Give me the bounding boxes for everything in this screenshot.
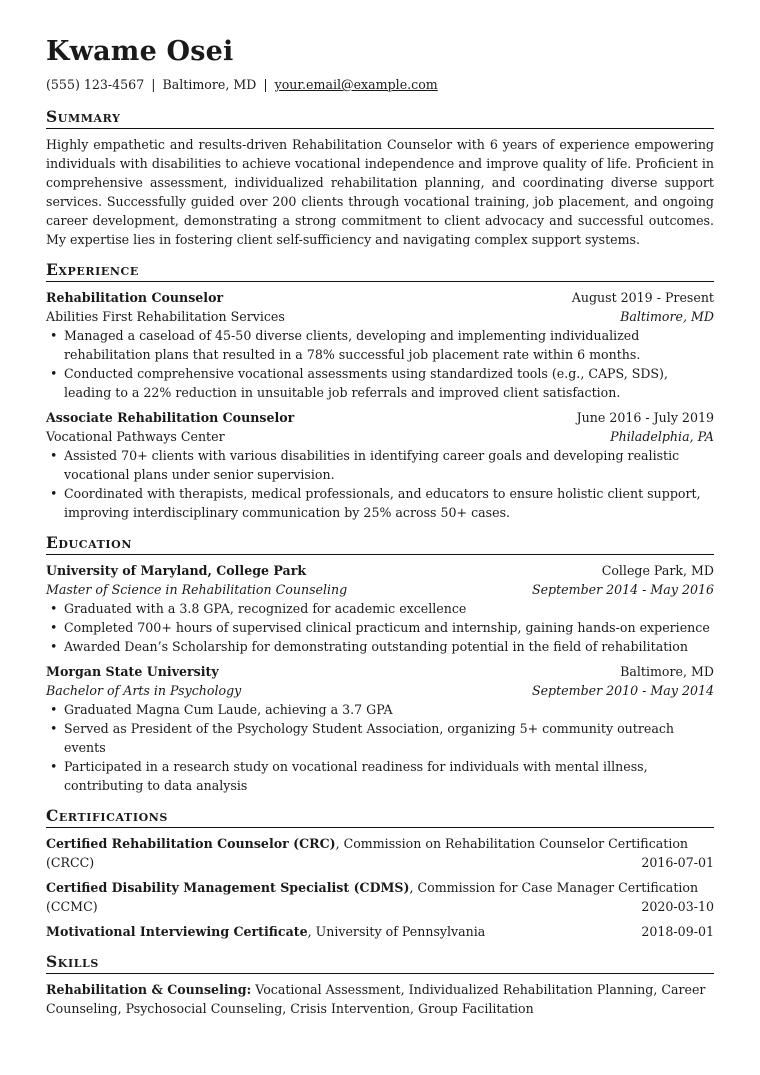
school-location: Baltimore, MD (620, 664, 714, 679)
section-title-certifications: Certifications (46, 807, 714, 828)
certification-name: Certified Disability Management Specialist (CDMS) (46, 880, 410, 895)
certification-entry (46, 878, 714, 916)
certification-date: 2016-07-01 (641, 855, 714, 870)
contact-separator: | (151, 77, 156, 92)
certification-date: 2018-09-01 (641, 924, 714, 939)
section-title-summary: Summary (46, 108, 714, 129)
skills-category: Rehabilitation & Counseling: (46, 982, 252, 997)
skills-line (46, 980, 714, 1018)
phone-number: (555) 123-4567 (46, 77, 145, 92)
certification-issuer-abbrev: (CCMC) (46, 899, 98, 914)
summary-text: Highly empathetic and results-driven Rehabilitation Counselor with 6 years of experience empowering individuals with disabilities to achieve vocational independence and improve quality of life. Proficient in comprehensive assessment, individualized rehabilitation planning, and coordinating diverse support services. Successfully guided over 200 clients through vocational training, job placement, and ongoing career development, demonstrating a strong commitment to client advocacy and successful outcomes. My expertise lies in fostering client self-sufficiency and navigating complex support systems. (46, 137, 714, 247)
bullet-item: • Assisted 70+ clients with various disabilities in identifying career goals and developing realistic vocational plans under senior supervision. (46, 446, 714, 484)
certification-date: 2020-03-10 (641, 899, 714, 914)
bullet-item: • Coordinated with therapists, medical professionals, and educators to ensure holistic client support, improving interdisciplinary communication by 25% across 50+ cases. (46, 484, 714, 522)
bullet-item: • Awarded Dean’s Scholarship for demonstrating outstanding potential in the field of rehabilitation (46, 637, 714, 656)
job-entry (46, 288, 714, 402)
certification-issuer: , Commission for Case Manager Certification (409, 880, 699, 895)
education-dates: September 2010 - May 2014 (531, 683, 714, 698)
email-link[interactable]: your.email@example.com (274, 77, 438, 92)
job-location: Baltimore, MD (620, 309, 714, 324)
certification-issuer-abbrev: (CRCC) (46, 855, 95, 870)
school-location: College Park, MD (601, 563, 714, 578)
bullet-item: • Completed 700+ hours of supervised clinical practicum and internship, gaining hands-on experience (46, 618, 714, 637)
education-dates: September 2014 - May 2016 (531, 582, 714, 597)
location: Baltimore, MD (162, 77, 257, 92)
company-name: Abilities First Rehabilitation Services (46, 309, 285, 324)
bullet-item: • Managed a caseload of 45-50 diverse clients, developing and implementing individualized rehabilitation plans that resulted in a 78% successful job placement rate within 6 months. (46, 326, 714, 364)
school-name: Morgan State University (46, 664, 219, 679)
skills-list: Vocational Assessment, Individualized Rehabilitation Planning, Career Counseling, Psychosocial Counseling, Crisis Intervention, Group Facilitation (46, 982, 706, 1016)
certification-entry (46, 834, 714, 872)
school-name: University of Maryland, College Park (46, 563, 307, 578)
certification-name: Certified Rehabilitation Counselor (CRC) (46, 836, 336, 851)
contact-separator: | (263, 77, 268, 92)
resume-page (46, 36, 714, 1018)
certification-name: Motivational Interviewing Certificate (46, 924, 308, 939)
skills-section (46, 953, 714, 1018)
section-title-experience: Experience (46, 261, 714, 282)
experience-section (46, 261, 714, 522)
company-name: Vocational Pathways Center (46, 429, 225, 444)
certification-issuer: , Commission on Rehabilitation Counselor Certification (335, 836, 689, 851)
candidate-name: Kwame Osei (46, 36, 234, 67)
degree-name: Master of Science in Rehabilitation Counseling (46, 582, 348, 597)
job-entry (46, 408, 714, 522)
education-entry (46, 662, 714, 795)
degree-name: Bachelor of Arts in Psychology (46, 683, 242, 698)
job-title: Associate Rehabilitation Counselor (46, 410, 295, 425)
summary-section (46, 108, 714, 249)
certification-issuer: , University of Pennsylvania (307, 924, 486, 939)
bullet-item: • Conducted comprehensive vocational assessments using standardized tools (e.g., CAPS, SDS), leading to a 22% reduction in unsuitable job referrals and improved client satisfaction. (46, 364, 714, 402)
certifications-section (46, 807, 714, 941)
contact-line (46, 77, 714, 93)
certification-entry (46, 922, 714, 941)
job-dates: August 2019 - Present (571, 290, 714, 305)
job-title: Rehabilitation Counselor (46, 290, 224, 305)
bullet-item: • Graduated Magna Cum Laude, achieving a 3.7 GPA (46, 700, 714, 719)
bullet-item: • Participated in a research study on vocational readiness for individuals with mental illness, contributing to data analysis (46, 757, 714, 795)
section-title-skills: Skills (46, 953, 714, 974)
education-section (46, 534, 714, 795)
job-location: Philadelphia, PA (610, 429, 714, 444)
education-entry (46, 561, 714, 656)
job-dates: June 2016 - July 2019 (576, 410, 714, 425)
section-title-education: Education (46, 534, 714, 555)
bullet-item: • Graduated with a 3.8 GPA, recognized for academic excellence (46, 599, 714, 618)
bullet-item: • Served as President of the Psychology Student Association, organizing 5+ community outreach events (46, 719, 714, 757)
